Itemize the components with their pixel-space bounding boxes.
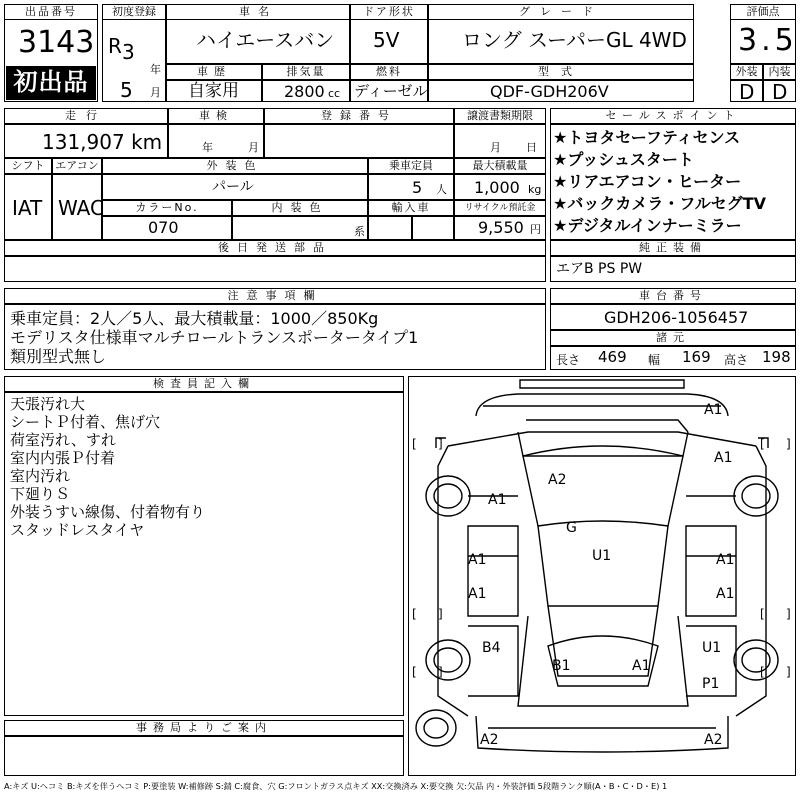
ext-value: D [739, 80, 755, 104]
inspector-line: 室内汚れ [10, 467, 71, 485]
int-label: 内装 [763, 64, 796, 80]
reg-era: R [108, 34, 122, 58]
capacity-value: 5 [412, 178, 423, 197]
spec-title: 諸元 [550, 330, 796, 346]
note-line: モデリスタ仕様車マルチロールトランスポータータイプ1 [10, 328, 419, 347]
mileage-value: 131,907 km [42, 130, 163, 154]
note-line: 類別型式無し [10, 347, 107, 366]
disp-unit: cc [328, 87, 341, 100]
disp-value: 2800 [284, 82, 325, 101]
reg-label: 初度登録 [102, 4, 166, 20]
svg-text:]: ] [786, 437, 791, 451]
svg-text:[: [ [760, 607, 765, 621]
load-value: 1,000 [474, 178, 520, 197]
inspector-line: 天張汚れ大 [10, 395, 86, 413]
score-value: 3.5 [738, 23, 798, 58]
ext-label: 外装 [730, 64, 763, 80]
model-value: QDF-GDH206V [490, 82, 609, 101]
mark-hood-left: A1 [488, 492, 507, 508]
recycle-unit: 円 [530, 223, 541, 236]
inspect-year: 年 [202, 141, 213, 154]
inspector-line: 外装うすい線傷、付着物有り [10, 503, 206, 521]
history-label: 車歴 [166, 64, 262, 80]
model-label: 型式 [428, 64, 694, 80]
inspect-label: 車検 [168, 108, 264, 124]
sales-title: セールスポイント [550, 108, 796, 124]
name-label: 車名 [166, 4, 350, 20]
width-value: 169 [682, 348, 711, 366]
mark-right-front-door: A1 [716, 552, 735, 568]
mark-front-bumper: A1 [704, 402, 723, 418]
intcolor-unit: 系 [354, 225, 365, 238]
height-label: 高さ [724, 353, 749, 367]
reg-year-unit: 年 [150, 63, 161, 76]
wheel-rear-left [426, 640, 470, 680]
grade-label: グレード [428, 4, 694, 20]
inspector-line: 荷室汚れ、すれ [10, 431, 116, 449]
door-value: 5V [373, 28, 400, 52]
spare-wheel [416, 710, 456, 746]
width-label: 幅 [648, 353, 661, 367]
svg-text:]: ] [438, 437, 443, 451]
mark-rear-bumper-left: A2 [480, 732, 499, 748]
mark-right-quarter: U1 [702, 640, 722, 656]
equipment-title: 純正装備 [550, 240, 796, 256]
deadline-day: 日 [526, 141, 537, 154]
ac-value: WAC [58, 196, 104, 220]
fuel-value: ディーゼル [354, 82, 428, 100]
ac-label: エアコン [52, 158, 102, 174]
reg-month-unit: 月 [150, 86, 161, 99]
inspector-line: 下廻りＳ [10, 485, 71, 503]
inspector-line: 室内内張Ｐ付着 [10, 449, 116, 467]
later-parts-label: 後日発送部品 [4, 240, 546, 256]
mark-left-front-door: A1 [468, 552, 487, 568]
mark-rear-bumper-right: A2 [704, 732, 723, 748]
svg-text:]: ] [438, 665, 443, 679]
intcolor-label: 内装色 [232, 200, 368, 216]
svg-text:]: ] [786, 665, 791, 679]
sales-point: ★プッシュスタート [553, 150, 694, 169]
history-value: 自家用 [188, 81, 239, 101]
inspector-line: シートＰ付着、焦げ穴 [10, 413, 161, 431]
inspect-month: 月 [248, 141, 259, 154]
int-value: D [772, 80, 788, 104]
colorno-value: 070 [148, 218, 179, 237]
rear-bumper-outline [476, 716, 728, 752]
length-label: 長さ [556, 353, 581, 367]
height-value: 198 [762, 348, 791, 366]
grade-value: ロング スーパーGL 4WD [462, 28, 687, 52]
wheel-front-left [426, 476, 470, 516]
mark-windshield: G [566, 520, 577, 536]
svg-text:[: [ [412, 437, 417, 451]
mark-roof-front: A2 [548, 472, 567, 488]
wheel-rear-right [734, 640, 778, 680]
color-value: パール [212, 179, 254, 195]
mark-roof-main: U1 [592, 548, 612, 564]
svg-text:[: [ [760, 437, 765, 451]
sales-point: ★デジタルインナーミラー [553, 216, 742, 235]
mileage-label: 走行 [4, 108, 168, 124]
load-unit: kg [528, 183, 542, 196]
reg-month: 5 [120, 78, 133, 102]
import-label: 輸入車 [368, 200, 454, 216]
first-listing-badge: 初出品 [6, 66, 96, 100]
svg-text:[: [ [412, 607, 417, 621]
svg-text:]: ] [786, 607, 791, 621]
windshield-outline [523, 446, 683, 526]
recycle-value: 9,550 [478, 218, 524, 237]
reg-year: 3 [122, 40, 135, 64]
office-title: 事務局よりご案内 [4, 720, 404, 736]
capacity-label: 乗車定員 [368, 158, 454, 174]
chassis-value: GDH206-1056457 [604, 308, 749, 327]
score-label: 評価点 [730, 4, 796, 20]
fuel-label: 燃料 [350, 64, 428, 80]
lot-number: 3143 [18, 25, 95, 60]
chassis-title: 車台番号 [550, 288, 796, 304]
svg-text:]: ] [438, 607, 443, 621]
mark-back-door-right: A1 [632, 658, 651, 674]
name-value: ハイエースバン [196, 28, 335, 52]
equipment-value: エアB PS PW [556, 261, 643, 277]
mark-back-door-left: B1 [552, 658, 571, 674]
inspector-title: 検査員記入欄 [4, 376, 404, 392]
disp-label: 排気量 [262, 64, 350, 80]
deadline-label: 譲渡書類期限 [454, 108, 546, 124]
wheel-front-right [734, 476, 778, 516]
mark-left-rear-door: A1 [468, 586, 487, 602]
mark-right-rear-door: A1 [716, 586, 735, 602]
lot-label: 出品番号 [4, 4, 98, 20]
recycle-label: リサイクル預託金 [454, 200, 546, 216]
mark-right-rear-corner: P1 [702, 676, 720, 692]
door-label: ドア形状 [350, 4, 428, 20]
svg-text:[: [ [412, 665, 417, 679]
sales-point: ★リアエアコン・ヒーター [553, 172, 742, 191]
deadline-month: 月 [490, 141, 501, 154]
length-value: 469 [598, 348, 627, 366]
shift-label: シフト [4, 158, 52, 174]
regno-label: 登録番号 [264, 108, 454, 124]
note-line: 乗車定員：2人／5人、最大積載量：1000／850Kg [10, 309, 379, 328]
notes-title: 注意事項欄 [4, 288, 546, 304]
vehicle-diagram [408, 376, 796, 776]
capacity-unit: 人 [436, 183, 447, 196]
mark-left-quarter: B4 [482, 640, 501, 656]
mark-front-right-fender: A1 [714, 450, 733, 466]
load-label: 最大積載量 [454, 158, 546, 174]
office-box [4, 736, 404, 776]
svg-text:[: [ [760, 665, 765, 679]
color-label: 外装色 [102, 158, 368, 174]
sales-point: ★バックカメラ・フルセグTV [553, 194, 767, 213]
shift-value: IAT [12, 196, 43, 220]
legend: A:キズ U:ヘコミ B:キズを伴うヘコミ P:要塗装 W:補修跡 S:錆 C:腐食、穴 G:フロントガラス点キズ XX:交換済み X:要交換 欠:欠品 内・外装評価 5段階ランク順(A・B・C・D・E) 1 [4, 781, 668, 791]
later-parts-box [4, 256, 546, 282]
inspector-line: スタッドレスタイヤ [10, 521, 145, 539]
colorno-label: カラーNo. [102, 200, 232, 216]
sales-point: ★トヨタセーフティセンス [553, 128, 741, 147]
front-bumper-outline [476, 394, 728, 416]
